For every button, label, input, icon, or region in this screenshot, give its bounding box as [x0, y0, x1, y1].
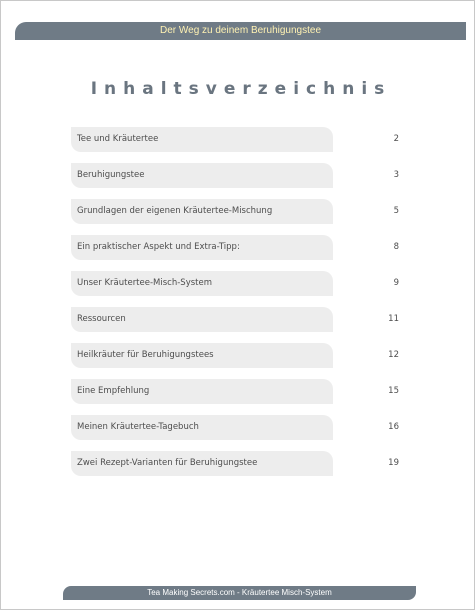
toc-entry-ressourcen[interactable]	[1, 307, 474, 332]
toc-title: Inhaltsverzeichnis	[90, 79, 392, 99]
toc-entry-tee-und-kraeutertee[interactable]	[1, 127, 474, 152]
toc-entry-page-number: 16	[388, 422, 399, 432]
toc-entry-label: Ressourcen	[71, 307, 333, 332]
toc-entry-misch-system[interactable]	[1, 271, 474, 296]
header-title: Der Weg zu deinem Beruhigungstee	[159, 25, 322, 36]
toc-entry-label: Tee und Kräutertee	[71, 127, 333, 152]
toc-entry-beruhigungstee[interactable]	[1, 163, 474, 188]
toc-entry-empfehlung[interactable]	[1, 379, 474, 404]
toc-entry-page-number: 12	[388, 350, 399, 360]
toc-entry-label: Grundlagen der eigenen Kräutertee-Mischung	[71, 199, 333, 224]
toc-entry-page-number: 5	[393, 206, 399, 216]
toc-entry-tagebuch[interactable]	[1, 415, 474, 440]
toc-entry-page-number: 3	[393, 170, 399, 180]
toc-entry-label: Beruhigungstee	[71, 163, 333, 188]
toc-list	[1, 127, 474, 487]
toc-entry-grundlagen[interactable]	[1, 199, 474, 224]
toc-entry-heilkraeuter[interactable]	[1, 343, 474, 368]
toc-entry-label: Unser Kräutertee-Misch-System	[71, 271, 333, 296]
footer-text: Tea Making Secrets.com - Kräutertee Misch-System	[147, 588, 332, 597]
header-band	[15, 22, 466, 40]
toc-entry-label: Zwei Rezept-Varianten für Beruhigungstee	[71, 451, 333, 476]
toc-entry-page-number: 19	[388, 458, 399, 468]
toc-entry-page-number: 9	[393, 278, 399, 288]
toc-entry-label: Ein praktischer Aspekt und Extra-Tipp:	[71, 235, 333, 260]
toc-entry-label: Heilkräuter für Beruhigungstees	[71, 343, 333, 368]
toc-entry-page-number: 2	[393, 134, 399, 144]
toc-entry-page-number: 15	[388, 386, 399, 396]
toc-entry-page-number: 8	[393, 242, 399, 252]
toc-entry-praktischer-aspekt[interactable]	[1, 235, 474, 260]
toc-entry-page-number: 11	[388, 314, 399, 324]
toc-entry-label: Eine Empfehlung	[71, 379, 333, 404]
footer-band	[63, 586, 416, 600]
toc-entry-label: Meinen Kräutertee-Tagebuch	[71, 415, 333, 440]
toc-entry-rezept-varianten[interactable]	[1, 451, 474, 476]
